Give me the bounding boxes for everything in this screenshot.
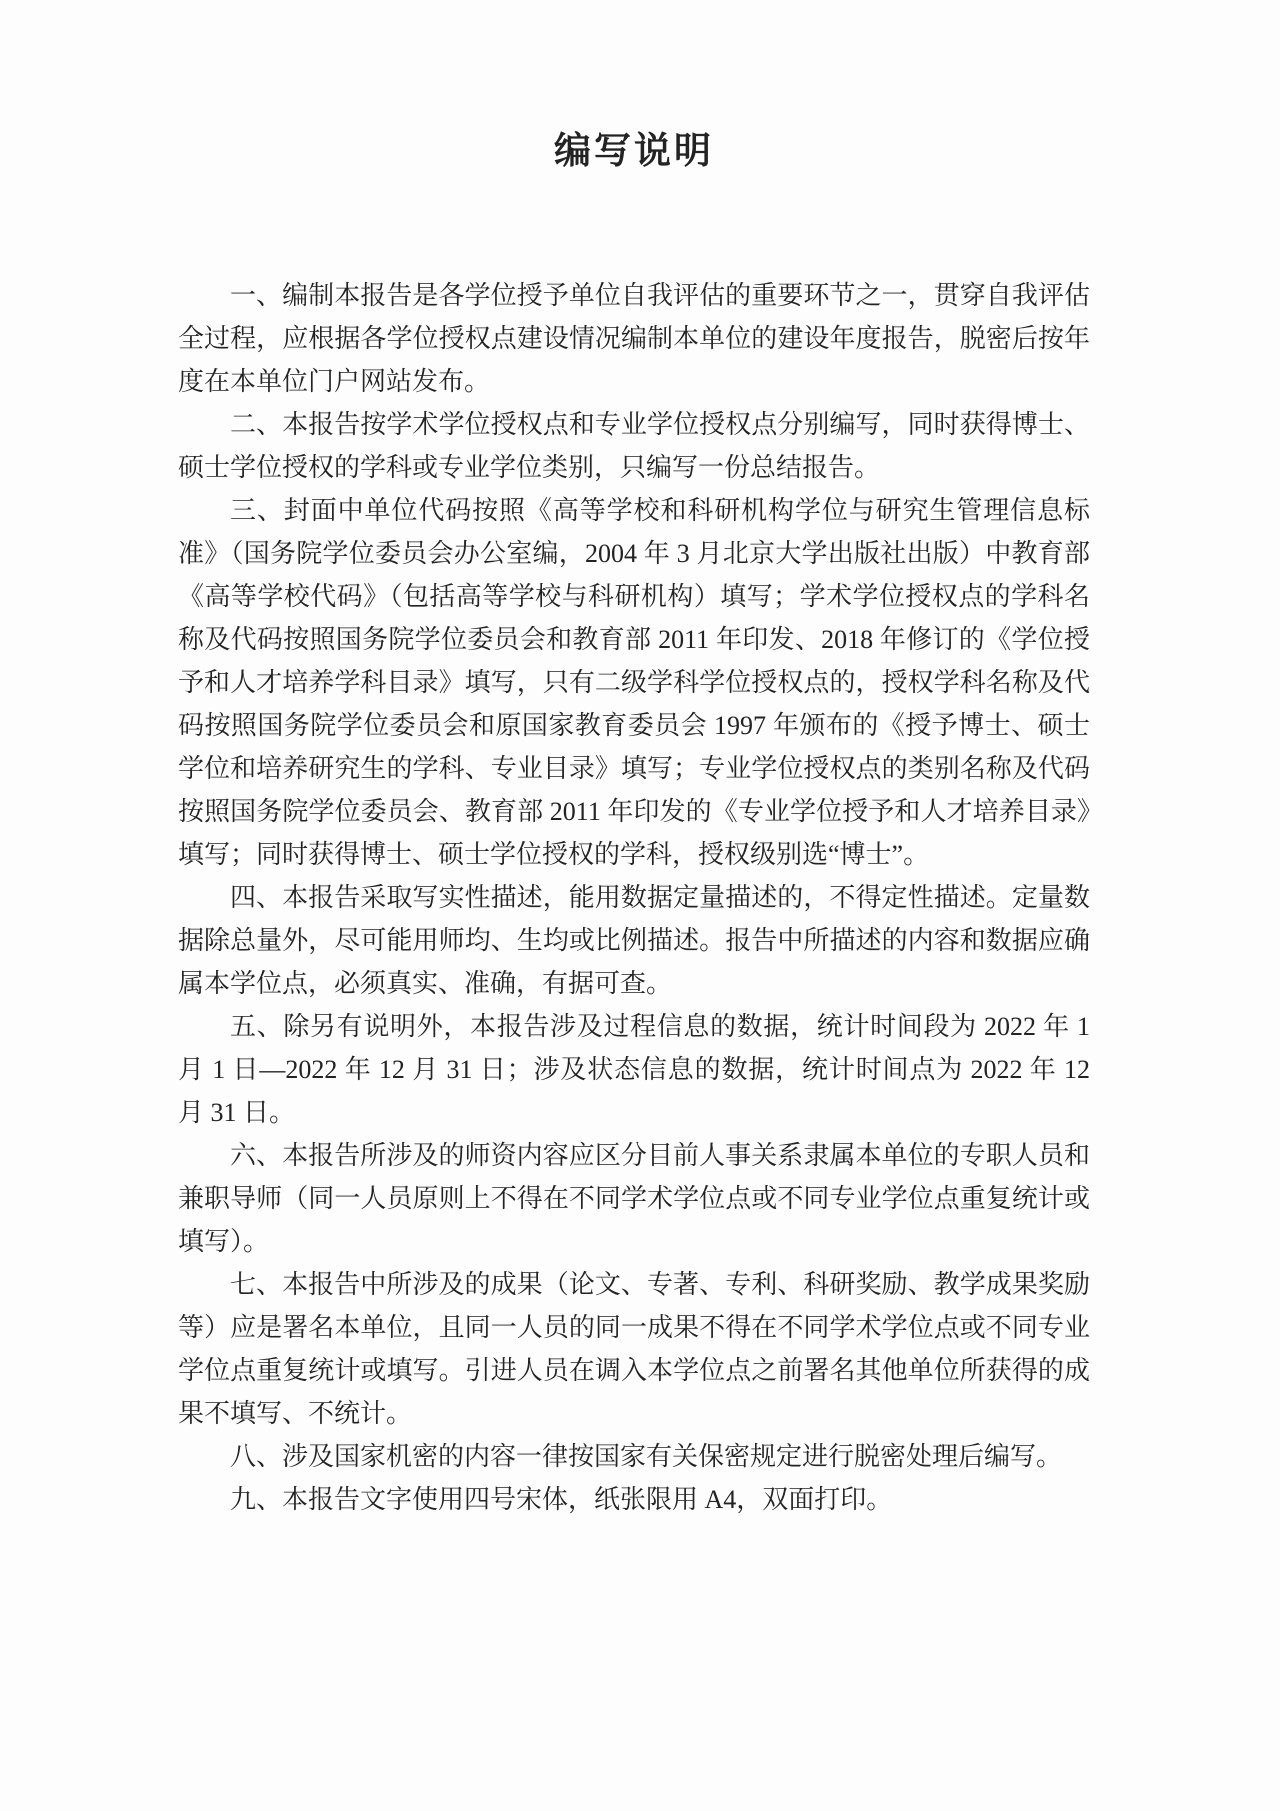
document-body: [178, 274, 1090, 1521]
paragraph-4: 四、本报告采取写实性描述，能用数据定量描述的，不得定性描述。定量数据除总量外，尽可能用师均、生均或比例描述。报告中所描述的内容和数据应确属本学位点，必须真实、准确，有据可查。: [178, 883, 1090, 999]
paragraph-6: 六、本报告所涉及的师资内容应区分目前人事关系隶属本单位的专职人员和兼职导师（同一人员原则上不得在不同学术学位点或不同专业学位点重复统计或填写）。: [178, 1141, 1090, 1257]
paragraph-8: 八、涉及国家机密的内容一律按国家有关保密规定进行脱密处理后编写。: [230, 1442, 1063, 1472]
page-title: 编写说明: [554, 131, 714, 172]
paragraph-7: 七、本报告中所涉及的成果（论文、专著、专利、科研奖励、教学成果奖励等）应是署名本单位，且同一人员的同一成果不得在不同学术学位点或不同专业学位点重复统计或填写。引进人员在调入本学位点之前署名其他单位所获得的成果不填写、不统计。: [178, 1270, 1090, 1429]
paragraph-1: 一、编制本报告是各学位授予单位自我评估的重要环节之一，贯穿自我评估全过程，应根据各学位授权点建设情况编制本单位的建设年度报告，脱密后按年度在本单位门户网站发布。: [178, 281, 1090, 397]
paragraph-3: 三、封面中单位代码按照《高等学校和科研机构学位与研究生管理信息标准》（国务院学位委员会办公室编，2004 年 3 月北京大学出版社出版）中教育部《高等学校代码》（包括高等学校与科研机构）填写；学术学位授权点的学科名称及代码按照国务院学位委员会和教育部 2011 年印发、2018 年修订的《学位授予和人才培养学科目录》填写，只有二级学科学位授权点的，授权学科名称及代码按照国务院学位委员会和原国家教育委员会 1997 年颁布的《授予博士、硕士学位和培养研究生的学科、专业目录》填写；专业学位授权点的类别名称及代码按照国务院学位委员会、教育部 2011 年印发的《专业学位授予和人才培养目录》填写；同时获得博士、硕士学位授权的学科，授权级别选“博士”。: [178, 496, 1090, 870]
paragraph-9: 九、本报告文字使用四号宋体，纸张限用 A4，双面打印。: [230, 1485, 893, 1515]
document-content: [178, 128, 1090, 1521]
paragraph-5: 五、除另有说明外，本报告涉及过程信息的数据，统计时间段为 2022 年 1 月 1 日—2022 年 12 月 31 日；涉及状态信息的数据，统计时间点为 2022 年 12 月 31 日。: [178, 1012, 1090, 1128]
paragraph-2: 二、本报告按学术学位授权点和专业学位授权点分别编写，同时获得博士、硕士学位授权的学科或专业学位类别，只编写一份总结报告。: [178, 410, 1090, 483]
